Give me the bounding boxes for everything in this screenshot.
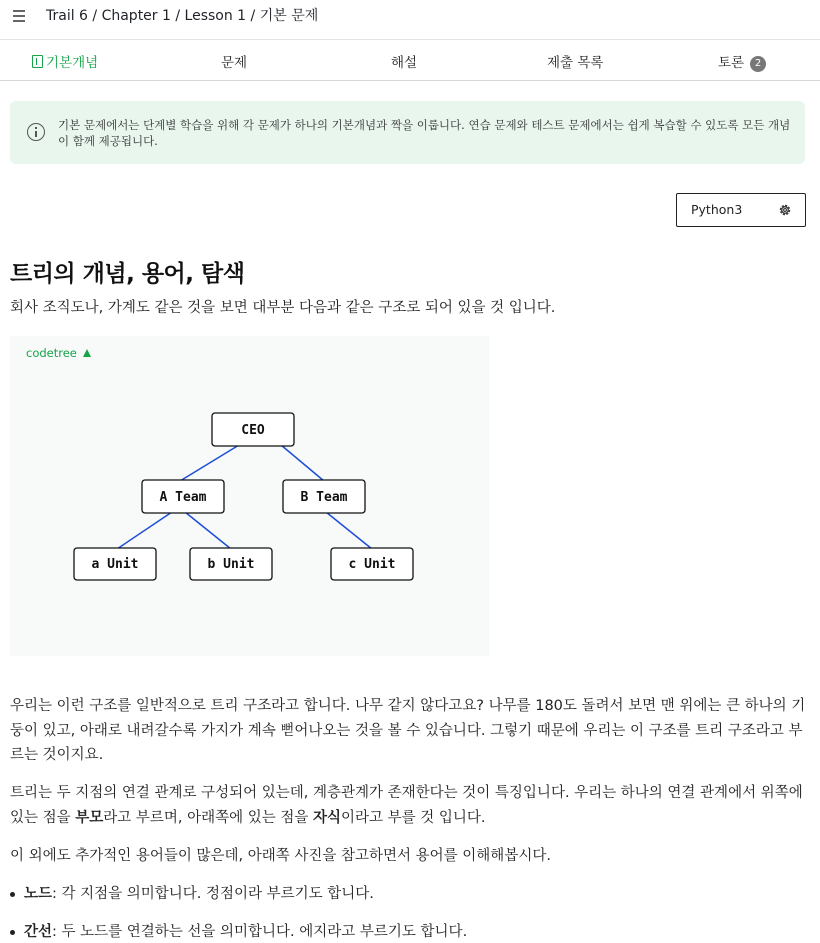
tab-problem[interactable] — [221, 51, 247, 71]
term-child: 자식 — [313, 809, 342, 826]
edge-ceo-b — [281, 445, 324, 481]
term-edge: 간선 — [24, 924, 53, 940]
info-icon — [27, 123, 45, 141]
tab-label: 제출 목록 — [547, 55, 604, 71]
tab-label: 해설 — [391, 55, 418, 71]
edge-ceo-a — [180, 445, 239, 481]
book-icon — [32, 55, 43, 68]
tab-concepts[interactable] — [32, 51, 98, 71]
edge-a-bunit — [185, 512, 231, 549]
list-item: 간선: 두 노드를 연결하는 선을 의미합니다. 에지라고 부르기도 합니다. — [10, 920, 810, 943]
terms-list — [10, 882, 810, 943]
paragraph-parent-child: 트리는 두 지점의 연결 관계로 구성되어 있는데, 계층관계가 존재한다는 것이 특징입니다. 우리는 하나의 연결 관계에서 위쪽에 있는 점을 부모라고 부르며, 아래쪽에 있는 점을 자식이라고 부를 것 입니다. — [10, 785, 803, 826]
tree-diagram — [10, 336, 489, 656]
codetree-logo: codetree — [26, 346, 91, 360]
term-node: 노드 — [24, 886, 53, 902]
info-notice — [10, 101, 805, 164]
term-parent: 부모 — [75, 809, 104, 826]
language-select[interactable] — [676, 193, 806, 227]
tree-svg — [10, 336, 489, 656]
discussion-count-badge: 2 — [750, 56, 766, 72]
paragraph-terms-intro: 이 외에도 추가적인 용어들이 많은데, 아래쪽 사진을 참고하면서 용어를 이해해봅시다. — [10, 848, 551, 864]
node-label: A Team — [159, 490, 207, 505]
paragraph-tree-structure: 우리는 이런 구조를 일반적으로 트리 구조라고 합니다. 나무 같지 않다고요? 나무를 180도 돌려서 보면 맨 위에는 큰 하나의 기둥이 있고, 아래로 내려갈수록 가지가 계속 뻗어나오는 것을 볼 수 있습니다. 그렇기 때문에 우리는 이 구조를 트리 구조라고 부르는 것이지요. — [10, 698, 806, 763]
menu-icon[interactable] — [12, 7, 30, 23]
top-bar — [0, 0, 820, 40]
node-label: b Unit — [207, 557, 255, 572]
gear-icon[interactable] — [778, 203, 792, 217]
list-item: 노드: 각 지점을 의미합니다. 정점이라 부르기도 합니다. — [10, 882, 810, 920]
tab-label: 기본개념 — [46, 55, 99, 71]
page-title: 트리의 개념, 용어, 탐색 — [10, 261, 245, 287]
node-label: CEO — [241, 423, 265, 438]
node-label: B Team — [300, 490, 348, 505]
tab-discussion[interactable] — [718, 51, 766, 72]
intro-paragraph: 회사 조직도나, 가계도 같은 것을 보면 대부분 다음과 같은 구조로 되어 있을 것 입니다. — [10, 300, 556, 316]
tab-label: 토론 — [718, 55, 745, 71]
language-label: Python3 — [691, 202, 743, 217]
tab-label: 문제 — [221, 55, 248, 71]
edge-a-aunit — [117, 512, 172, 549]
breadcrumb: Trail 6 / Chapter 1 / Lesson 1 / 기본 문제 — [46, 8, 319, 24]
tab-submissions[interactable] — [547, 51, 603, 71]
node-label: a Unit — [91, 557, 139, 572]
tab-bar — [0, 40, 820, 81]
edge-b-cunit — [326, 512, 372, 549]
tab-solution[interactable] — [391, 51, 417, 71]
notice-text: 기본 문제에서는 단계별 학습을 위해 각 문제가 하나의 기본개념과 짝을 이룹니다. 연습 문제와 테스트 문제에서는 쉽게 복습할 수 있도록 모든 개념이 함께 제공됩니다. — [58, 118, 791, 148]
node-label: c Unit — [348, 557, 396, 572]
